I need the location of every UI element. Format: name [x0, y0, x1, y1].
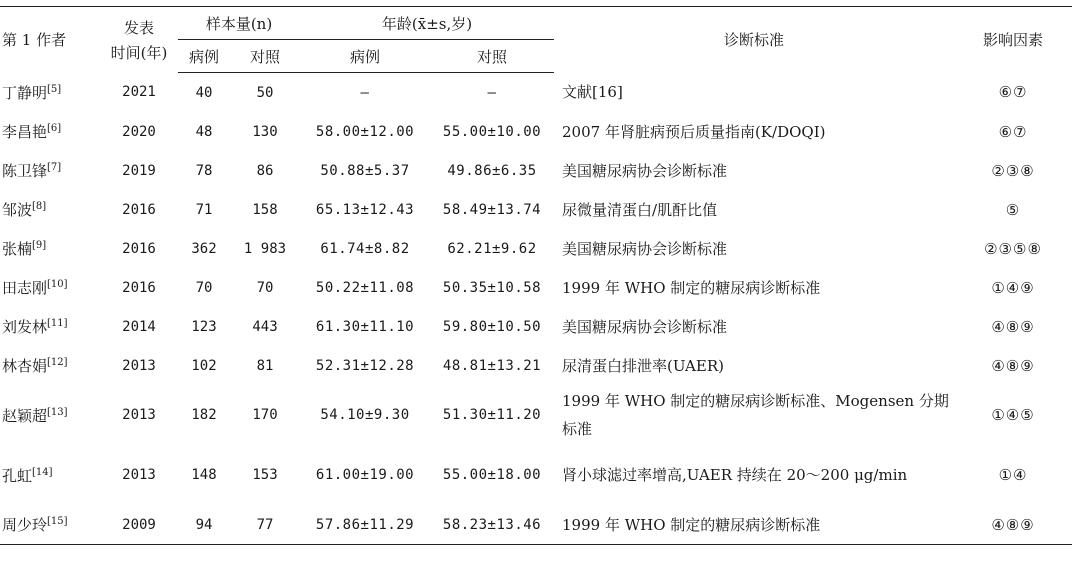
cell-year: 2016 — [122, 201, 156, 218]
cell-age-control: 49.86±6.35 — [447, 162, 537, 179]
cell-age-case: 58.00±12.00 — [315, 123, 415, 140]
author-name: 孔虹 — [2, 466, 33, 485]
cell-age-control: 62.21±9.62 — [447, 240, 537, 257]
cell-n-case: 94 — [178, 505, 230, 545]
reference-number: [5] — [47, 83, 62, 95]
cell-n-case: 48 — [195, 123, 213, 140]
reference-number: [14] — [32, 466, 53, 478]
table-row — [0, 151, 1072, 190]
cell-year: 2016 — [122, 240, 156, 257]
cell-diagnosis: 肾小球滤过率增高,UAER 持续在 20～200 μg/min — [562, 466, 908, 484]
cell-year: 2019 — [122, 162, 156, 179]
cell-n-case: 362 — [191, 240, 217, 257]
author-name: 张楠 — [2, 240, 33, 258]
cell-factors: ④⑧⑨ — [991, 317, 1035, 336]
cell-n-case: 123 — [191, 318, 217, 335]
author-name: 林杏娟 — [2, 357, 48, 375]
header-pub-time — [100, 7, 178, 73]
table-row — [0, 445, 1072, 505]
reference-number: [8] — [32, 201, 47, 212]
cell-age-control: 50.35±10.58 — [442, 279, 542, 296]
reference-number: [7] — [47, 162, 62, 173]
cell-n-control: 158 — [252, 201, 278, 218]
cell-n-control: 70 — [256, 279, 274, 296]
cell-factors: ①④ — [998, 466, 1028, 484]
cell-factors: ⑤ — [1005, 200, 1021, 219]
cell-factors: ④⑧⑨ — [954, 505, 1072, 545]
cell-n-control: 77 — [230, 505, 300, 545]
cell-age-case: 61.00±19.00 — [315, 467, 415, 483]
table-row — [0, 385, 1072, 445]
cell-diagnosis: 1999 年 WHO 制定的糖尿病诊断标准、Mogensen 分期标准 — [562, 392, 949, 438]
header-pub-time-line1: 发表 — [123, 18, 154, 37]
cell-age-control: 51.30±11.20 — [442, 407, 542, 423]
table-row — [0, 307, 1072, 346]
cell-diagnosis: 美国糖尿病协会诊断标准 — [562, 239, 728, 258]
cell-diagnosis: 2007 年肾脏病预后质量指南(K/DOQI) — [562, 122, 826, 141]
header-pub-time-line2: 时间(年) — [110, 43, 168, 62]
cell-diagnosis: 文献[16] — [562, 83, 623, 102]
author-name: 刘发林 — [2, 318, 48, 336]
header-sample-case: 病例 — [178, 40, 230, 73]
reference-number: [11] — [47, 318, 68, 329]
cell-n-case: 40 — [195, 84, 213, 101]
cell-age-control: 55.00±10.00 — [442, 123, 542, 140]
cell-n-control: 130 — [252, 123, 278, 140]
table-row — [0, 505, 1072, 545]
reference-number: [13] — [47, 406, 68, 418]
cell-factors: ④⑧⑨ — [991, 356, 1035, 375]
cell-n-control: 50 — [256, 84, 274, 101]
cell-n-control: 81 — [256, 357, 274, 374]
cell-n-case: 182 — [191, 407, 217, 423]
cell-age-control: 58.49±13.74 — [442, 201, 542, 218]
cell-diagnosis: 尿清蛋白排泄率(UAER) — [562, 356, 724, 375]
study-table — [0, 6, 1072, 545]
cell-author — [0, 445, 100, 505]
cell-n-control: 170 — [252, 407, 278, 423]
author-name: 李昌艳 — [2, 123, 48, 141]
table-row — [0, 112, 1072, 151]
header-author: 第 1 作者 — [0, 7, 100, 73]
header-sample: 样本量(n) — [178, 7, 300, 40]
cell-author — [0, 229, 100, 268]
cell-year: 2021 — [122, 84, 156, 101]
cell-age-case: 54.10±9.30 — [320, 407, 410, 423]
cell-author — [0, 385, 100, 445]
cell-factors: ⑥⑦ — [998, 83, 1028, 102]
cell-n-control: 443 — [252, 318, 278, 335]
cell-age-case: 50.88±5.37 — [320, 162, 410, 179]
header-age: 年龄(x̄±s,岁) — [300, 7, 554, 40]
reference-number: [9] — [32, 240, 47, 251]
cell-author — [0, 190, 100, 229]
cell-n-case: 70 — [195, 279, 213, 296]
cell-year: 2009 — [100, 505, 178, 545]
cell-n-control: 1 983 — [243, 240, 287, 257]
table-header — [0, 7, 1072, 73]
reference-number: [6] — [47, 123, 62, 134]
table-body — [0, 73, 1072, 545]
author-name: 陈卫锋 — [2, 162, 48, 180]
cell-year: 2013 — [122, 357, 156, 374]
cell-n-control: 153 — [252, 467, 278, 483]
cell-age-control: — — [487, 84, 497, 101]
cell-author — [0, 505, 100, 545]
cell-n-control: 86 — [256, 162, 274, 179]
cell-factors: ①④⑤ — [991, 406, 1035, 424]
cell-age-control: 58.23±13.46 — [430, 505, 554, 545]
cell-age-case: 65.13±12.43 — [315, 201, 415, 218]
author-name: 丁静明 — [2, 83, 48, 102]
cell-author — [0, 73, 100, 113]
author-name: 邹波 — [2, 201, 33, 219]
reference-number: [10] — [47, 279, 68, 290]
cell-age-case: 50.22±11.08 — [315, 279, 415, 296]
cell-age-case: 61.74±8.82 — [320, 240, 410, 257]
cell-factors: ⑥⑦ — [998, 122, 1028, 141]
cell-age-case: 52.31±12.28 — [315, 357, 415, 374]
cell-n-case: 148 — [191, 467, 217, 483]
cell-author — [0, 307, 100, 346]
table-row — [0, 73, 1072, 113]
cell-author — [0, 151, 100, 190]
cell-factors: ①④⑨ — [991, 278, 1035, 297]
cell-year: 2014 — [122, 318, 156, 335]
cell-age-control: 55.00±18.00 — [442, 467, 542, 483]
cell-age-case: — — [360, 84, 370, 101]
cell-author — [0, 346, 100, 385]
cell-diagnosis: 1999 年 WHO 制定的糖尿病诊断标准 — [562, 278, 821, 297]
reference-number: [12] — [47, 357, 68, 368]
cell-diagnosis: 美国糖尿病协会诊断标准 — [562, 317, 728, 336]
header-sample-control: 对照 — [230, 40, 300, 73]
cell-age-control: 59.80±10.50 — [442, 318, 542, 335]
header-factors: 影响因素 — [954, 7, 1072, 73]
author-name: 周少玲 — [2, 516, 48, 534]
cell-factors: ②③⑧ — [991, 161, 1035, 180]
cell-diagnosis: 尿微量清蛋白/肌酐比值 — [562, 200, 718, 219]
cell-author — [0, 268, 100, 307]
reference-number: [15] — [47, 516, 68, 527]
cell-n-case: 78 — [195, 162, 213, 179]
cell-year: 2013 — [122, 407, 156, 423]
cell-age-case: 61.30±11.10 — [315, 318, 415, 335]
cell-diagnosis: 1999 年 WHO 制定的糖尿病诊断标准 — [554, 505, 954, 545]
author-name: 赵颖超 — [2, 406, 48, 425]
cell-factors: ②③⑤⑧ — [984, 239, 1042, 258]
table-row — [0, 268, 1072, 307]
header-age-control: 对照 — [430, 40, 554, 73]
cell-diagnosis: 美国糖尿病协会诊断标准 — [562, 161, 728, 180]
table-row — [0, 229, 1072, 268]
header-age-case: 病例 — [300, 40, 430, 73]
cell-author — [0, 112, 100, 151]
cell-year: 2016 — [122, 279, 156, 296]
cell-age-control: 48.81±13.21 — [442, 357, 542, 374]
author-name: 田志刚 — [2, 279, 48, 297]
table-row — [0, 190, 1072, 229]
header-diag: 诊断标准 — [554, 7, 954, 73]
cell-year: 2013 — [122, 467, 156, 483]
cell-n-case: 102 — [191, 357, 217, 374]
cell-n-case: 71 — [195, 201, 213, 218]
table-row — [0, 346, 1072, 385]
cell-age-case: 57.86±11.29 — [300, 505, 430, 545]
cell-year: 2020 — [122, 123, 156, 140]
